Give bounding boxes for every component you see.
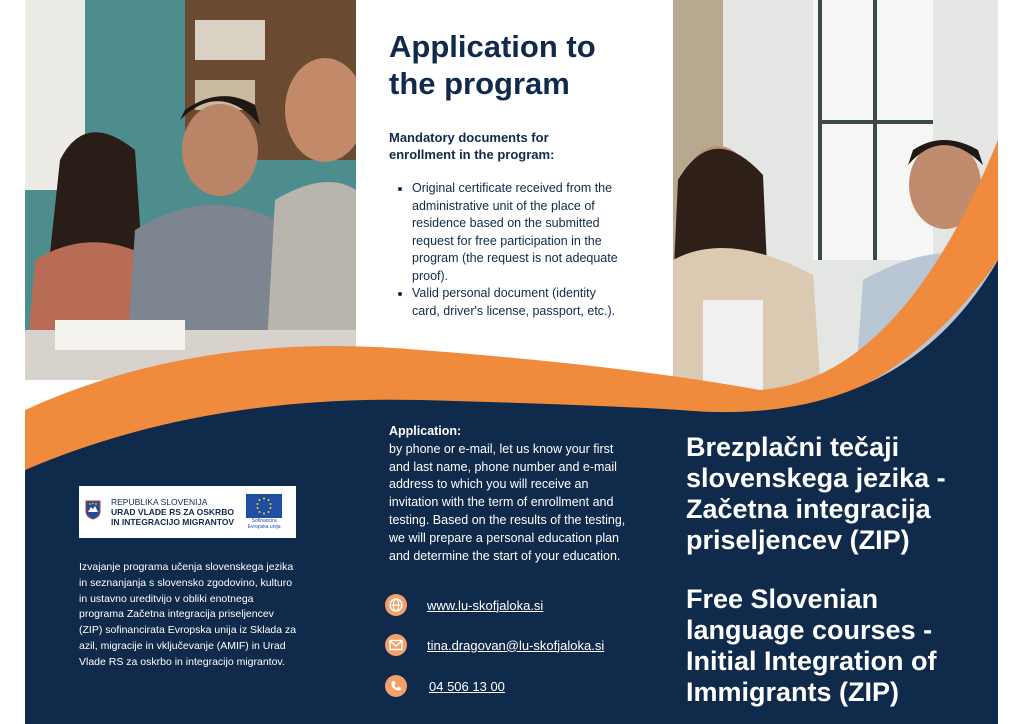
gov-line-2: URAD VLADE RS ZA OSKRBO [111,507,234,517]
list-item: • Original certificate received from the administrative unit of the place of residence based on the submitted request for free participation in the program (the request is not adequate proof). [412,180,625,285]
phone-link[interactable]: 04 506 13 00 [429,678,505,694]
eu-line-2: Evropska unija [247,524,281,530]
docs-heading [389,129,649,163]
website-row [385,594,543,616]
docs-heading-line-2: enrollment in the program: [389,147,555,162]
page-title [389,28,659,102]
website-link[interactable]: www.lu-skofjaloka.si [427,597,544,613]
mail-icon [385,634,407,656]
docs-heading-line-1: Mandatory documents for [389,130,549,145]
application-block [389,423,629,565]
title-line-2: the program [389,66,570,101]
phone-row [385,675,505,697]
title-line-1: Application to [389,29,596,64]
title-english: Free Slovenian language courses - Initial Integration of Immigrants (ZIP) [686,584,937,707]
eu-logo [246,494,282,530]
phone-icon [385,675,407,697]
gov-line-3: IN INTEGRACIJO MIGRANTOV [111,517,235,527]
slovenia-coat-of-arms [85,500,101,525]
gov-line-1: REPUBLIKA SLOVENIJA [111,497,208,507]
funding-text: Izvajanje programa učenja slovenskega jezika in seznanjanja s slovensko zgodovino, kulturo in ustavno ureditvijo v obliki enotnega programa Začetna integracija priseljencev (ZIP) sofinancirata Evropska unija iz Sklada za azil, migracije in vključevanje (AMIF) in Urad Vlade RS za oskrbo in integracijo migrantov. [79,561,297,668]
sponsor-logos [79,486,296,538]
list-item: • Valid personal document (identity card, driver's license, passport, etc.). [412,285,625,320]
application-text: by phone or e-mail, let us know your first and last name, phone number and e-mail address to which you will receive an invitation with the term of enrollment and testing. Based on the results of the testing, we will prepare a personal education plan and determine the start of your education. [389,441,626,563]
docs-list [390,180,625,320]
globe-icon [385,594,407,616]
eu-line-1: Sofinancira [251,518,277,524]
email-link[interactable]: tina.dragovan@lu-skofjaloka.si [427,637,605,653]
eu-flag [246,494,282,518]
title-slovenian: Brezplačni tečaji slovenskega jezika - Začetna integracija priseljencev (ZIP) [686,432,946,555]
email-row [385,634,604,656]
docs-list-block [390,180,625,320]
gov-logo-text [111,497,234,527]
application-label: Application: [389,424,462,438]
